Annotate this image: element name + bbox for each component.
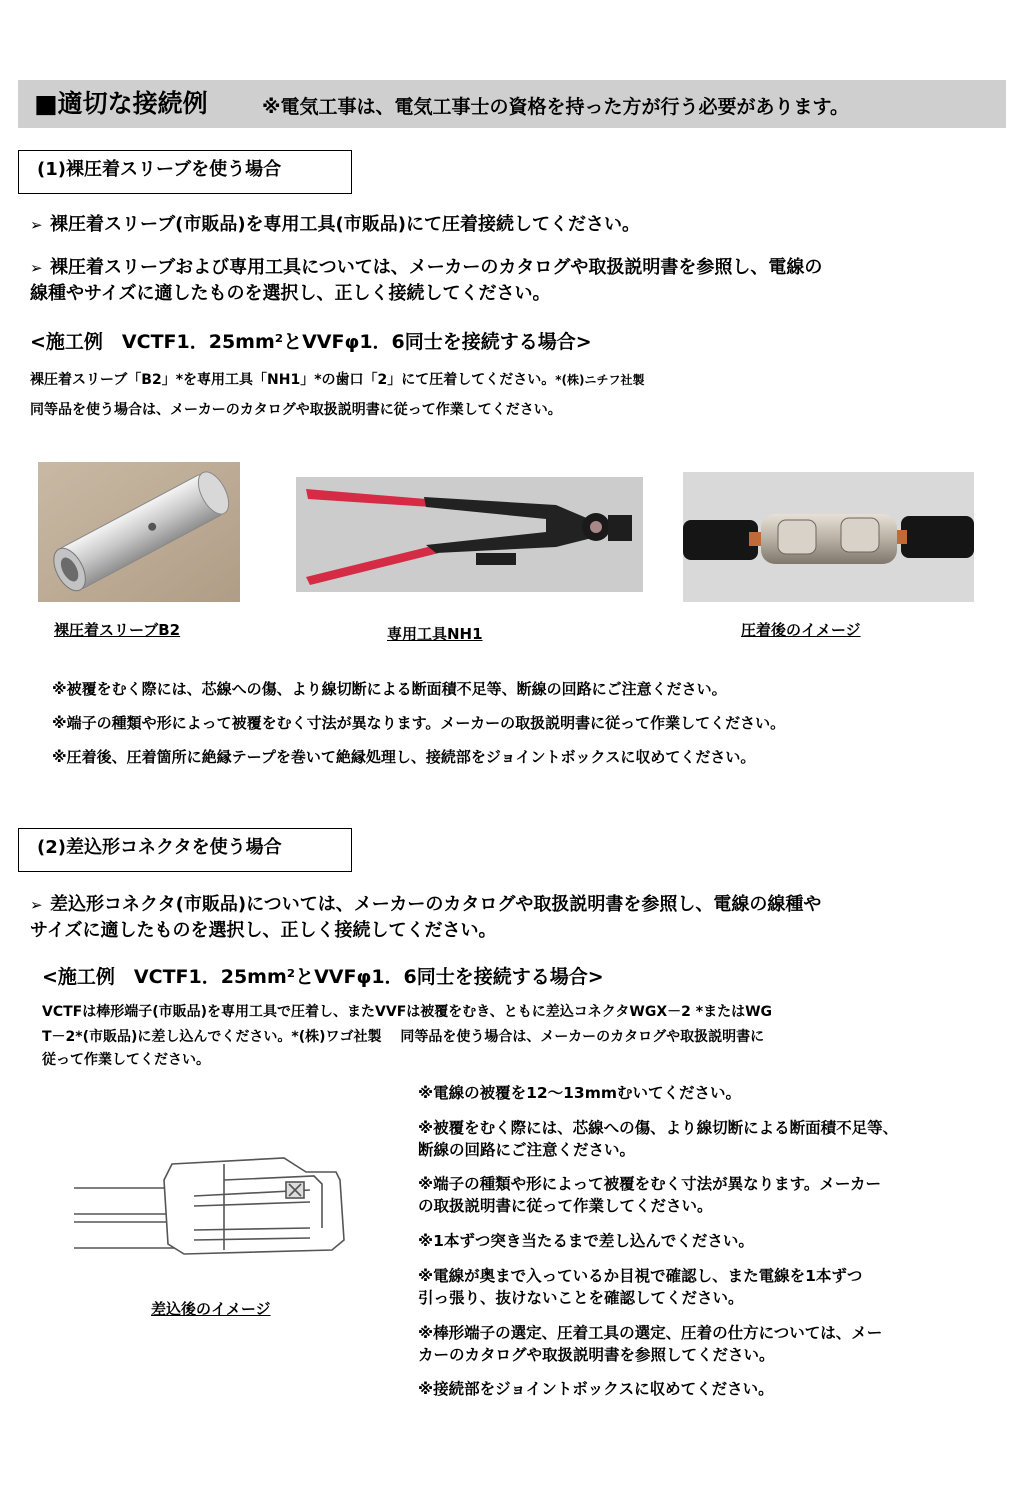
- section1-example-title: <施工例 VCTF1．25mm²とVVFφ1．6同士を接続する場合>: [30, 331, 592, 353]
- crimped-result-photo: [683, 472, 974, 602]
- sleeve-photo: [38, 462, 240, 602]
- section1-heading: (1)裸圧着スリーブを使う場合: [18, 150, 352, 194]
- connector-illustration: [74, 1150, 346, 1262]
- section2-example-title: <施工例 VCTF1．25mm²とVVFφ1．6同士を接続する場合>: [42, 966, 604, 988]
- section1-note-1: ※被覆をむく際には、芯線への傷、より線切断による断面積不足等、断線の回路にご注意ください。: [52, 680, 727, 698]
- section1-note-3: ※圧着後、圧着箇所に絶縁テープを巻いて絶縁処理し、接続部をジョイントボックスに収めてください。: [52, 748, 756, 766]
- section1-bullet-1: ➢ 裸圧着スリーブ(市販品)を専用工具(市販品)にて圧着接続してください。: [30, 214, 641, 235]
- section2-note-3: ※端子の種類や形によって被覆をむく寸法が異なります。メーカー の取扱説明書に従って作業してください。: [418, 1175, 882, 1215]
- section2-note-6: ※棒形端子の選定、圧着工具の選定、圧着の仕方については、メー カーのカタログや取扱説明書を参照してください。: [418, 1324, 883, 1364]
- section2-bullet-1: ➢ 差込形コネクタ(市販品)については、メーカーのカタログや取扱説明書を参照し、電線の線種や: [30, 894, 822, 915]
- page-title: ■適切な接続例: [34, 89, 208, 118]
- caption-tool: 専用工具NH1: [387, 625, 483, 643]
- section2-note-4: ※1本ずつ突き当たるまで差し込んでください。: [418, 1232, 754, 1250]
- section2-example-line-2: T－2*(市販品)に差し込んでください。*(株)ワゴ社製 同等品を使う場合は、メーカーのカタログや取扱説明書に: [42, 1029, 765, 1045]
- caption-sleeve: 裸圧着スリーブB2: [54, 621, 181, 639]
- section2-note-2: ※被覆をむく際には、芯線への傷、より線切断による断面積不足等、 断線の回路にご注意ください。: [418, 1119, 899, 1159]
- caption-inserted: 差込後のイメージ: [151, 1300, 271, 1318]
- section2-heading: (2)差込形コネクタを使う場合: [18, 828, 352, 872]
- section1-example-line2: 同等品を使う場合は、メーカーのカタログや取扱説明書に従って作業してください。: [30, 402, 562, 418]
- arrow-bullet-icon: ➢: [30, 216, 43, 234]
- arrow-bullet-icon: ➢: [30, 896, 43, 914]
- section1-bullet-2-cont: 線種やサイズに適したものを選択し、正しく接続してください。: [30, 283, 551, 304]
- arrow-bullet-icon: ➢: [30, 259, 43, 277]
- section2-note-5: ※電線が奥まで入っているか目視で確認し、また電線を1本ずつ 引っ張り、抜けないことを確認してください。: [418, 1267, 863, 1307]
- section2-note-1: ※電線の被覆を12～13mmむいてください。: [418, 1084, 742, 1102]
- section1-bullet-2: ➢ 裸圧着スリーブおよび専用工具については、メーカーのカタログや取扱説明書を参照し、電線の: [30, 257, 823, 278]
- section2-note-7: ※接続部をジョイントボックスに収めてください。: [418, 1380, 774, 1398]
- header-note: ※電気工事は、電気工事士の資格を持った方が行う必要があります。: [262, 96, 849, 118]
- crimp-tool-photo: [296, 477, 643, 592]
- section2-example-line-1: VCTFは棒形端子(市販品)を専用工具で圧着し、またVVFは被覆をむき、ともに差込コネクタWGX－2 *またはWG: [42, 1004, 773, 1020]
- caption-result: 圧着後のイメージ: [741, 621, 861, 639]
- section2-bullet-1-cont: サイズに適したものを選択し、正しく接続してください。: [30, 920, 497, 941]
- section2-example-line-3: 従って作業してください。: [42, 1052, 210, 1068]
- section1-example-line1: 裸圧着スリーブ「B2」*を専用工具「NH1」*の歯口「2」にて圧着してください。*(株)ニチフ社製: [30, 372, 645, 388]
- section1-note-2: ※端子の種類や形によって被覆をむく寸法が異なります。メーカーの取扱説明書に従って作業してください。: [52, 714, 786, 732]
